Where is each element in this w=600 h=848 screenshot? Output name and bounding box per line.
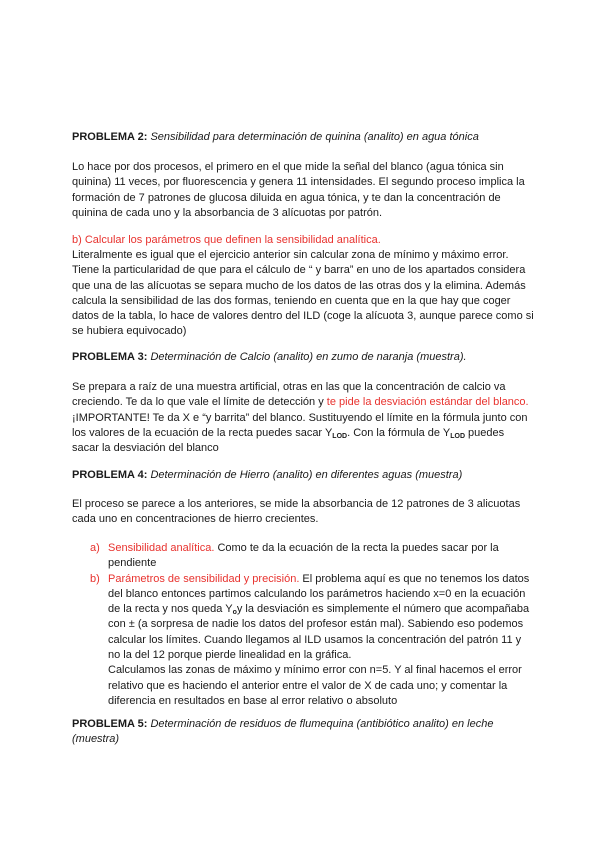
list-item <box>90 541 536 572</box>
problem-3-text-2: ¡IMPORTANTE! Te da X e “y barrita” del blanco. Sustituyendo el límite en la fórmula junto con los valores de la ecuación de la recta puedes sacar Y <box>72 411 528 439</box>
problem-2-intro: Lo hace por dos procesos, el primero en el que mide la señal del blanco (agua tónica sin quinina) 11 veces, por fluorescencia y genera 11 intensidades. El segundo proceso implica la formación de 7 patrones de glucosa diluida en agua tónica, y te dan la concentración de quinina de cada uno y la absorbancia de 3 alícuotas por patrón. <box>72 161 525 219</box>
problem-2-label: PROBLEMA 2: <box>72 131 148 143</box>
item-a-marker: a) <box>90 542 100 554</box>
problem-3-subscript-1: LOD <box>332 432 348 440</box>
item-a-text: Como te da la ecuación de la recta la puedes sacar por la pendiente <box>108 542 499 570</box>
problem-3-heading <box>72 350 534 365</box>
item-b-text-1: El problema aquí es que no tenemos los datos del blanco entonces partimos calculando los parámetros haciendo x=0 en la ecuación de la recta y nos queda Y <box>108 572 530 616</box>
problem-2-answer-b: Literalmente es igual que el ejercicio anterior sin calcular zona de mínimo y máximo error. Tiene la particularidad de que para el cálculo de “ y barra” en uno de los apartados considera que una de las alícuotas se separa mucho de los datos de las otras dos y la elimina. Además calcula la sensibilidad de las dos formas, teniendo en cuenta que en la que hay que coger datos de la tabla, lo hace de valores dentro del ILD (coge la alícuota 3, aunque parece como si se hubiera equivocado) <box>72 249 534 338</box>
item-b-text-2: y la desviación es simplemente el número que acompañaba con ± (a sorpresa de nadie los datos del profesor están mal). Sabiendo eso podemos calcular los límites. Cuando llegamos al ILD usamos la concentración del patrón 11 y no la del 12 porque pierde linealidad en la gráfica. <box>108 603 530 662</box>
item-b-extra: Calculamos las zonas de máximo y mínimo error con n=5. Y al final hacemos el error relativo que es haciendo el anterior entre el valor de X de cada uno; y comentar la diferencia en resultados en base al error relativo o absoluto <box>108 664 522 707</box>
problem-3-highlight: te pide la desviación estándar del blanco. <box>326 396 529 409</box>
problem-3-subscript-2: LOD <box>450 432 465 440</box>
problem-3-subtitle: Determinación de Calcio (analito) en zumo de naranja (muestra). <box>150 351 467 363</box>
problem-3-text-4: puedes sacar la desviación del blanco <box>72 426 505 455</box>
problem-3-label: PROBLEMA 3: <box>72 351 148 363</box>
problem-2-heading <box>72 130 534 145</box>
problem-2-subtitle: Sensibilidad para determinación de quinina (analito) en agua tónica <box>150 131 479 143</box>
list-item <box>90 572 536 710</box>
item-b-highlight: Parámetros de sensibilidad y precisión. <box>108 572 300 585</box>
problem-5-heading <box>72 717 534 748</box>
problem-3-text-1: Se prepara a raíz de una muestra artificial, otras en las que la concentración de calcio va creciendo. Te da lo que vale el límite de detección y <box>72 381 506 409</box>
problem-4-label: PROBLEMA 4: <box>72 469 148 481</box>
problem-5-label: PROBLEMA 5: <box>72 718 148 730</box>
item-b-marker: b) <box>90 572 100 585</box>
problem-4-list <box>90 541 536 709</box>
item-b-subscript: o <box>232 609 237 617</box>
problem-4-subtitle: Determinación de Hierro (analito) en diferentes aguas (muestra) <box>150 469 463 481</box>
problem-4-intro: El proceso se parece a los anteriores, se mide la absorbancia de 12 patrones de 3 alicuotas cada uno en concentraciones de hierro crecientes. <box>72 498 521 526</box>
problem-5-subtitle: Determinación de residuos de flumequina (antibiótico analito) en leche (muestra) <box>72 718 494 746</box>
item-a-highlight: Sensibilidad analítica. <box>108 542 215 554</box>
problem-3-paragraph <box>72 380 534 456</box>
problem-2-question-b: b) Calcular los parámetros que definen la sensibilidad analítica. <box>72 234 381 246</box>
problem-4-heading <box>72 468 534 483</box>
problem-3-text-3: . Con la fórmula de Y <box>347 426 451 439</box>
